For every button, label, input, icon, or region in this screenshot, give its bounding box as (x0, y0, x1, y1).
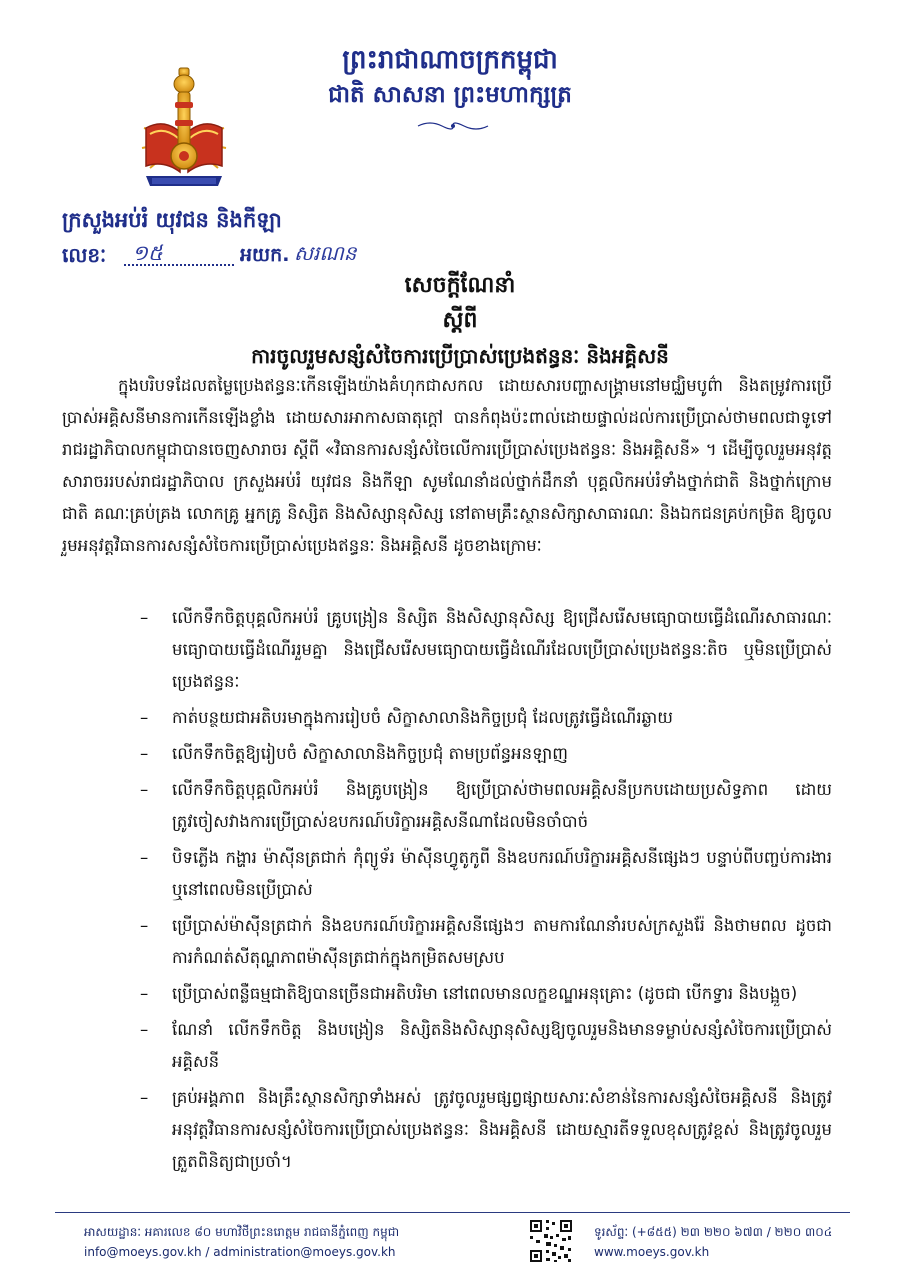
intro-paragraph: ក្នុងបរិបទដែលតម្លៃប្រេងឥន្ធនៈកើនឡើងយ៉ាងគំហុកជាសកល ដោយសារបញ្ហាសង្គ្រាមនៅមជ្ឈិមបូព៌ា និងតម្រូវការប្រើប្រាស់អគ្គិសនីមានការកើនឡើងខ្លាំង ដោយសារអាកាសធាតុក្តៅ បានកំពុងប៉ះពាល់ដោយផ្ទាល់ដល់ការប្រើប្រាស់ថាមពលជាទូទៅ រាជរដ្ឋាភិបាលកម្ពុជាបានចេញសារាចរ ស្តីពី «វិធានការសន្សំសំចៃលើការប្រើប្រាស់ប្រេងឥន្ធនៈ និងអគ្គិសនី» ។ ដើម្បីចូលរួមអនុវត្តសារាចររបស់រាជរដ្ឋាភិបាល ក្រសួងអប់រំ យុវជន និងកីឡា សូមណែនាំដល់ថ្នាក់ដឹកនាំ បុគ្គលិកអប់រំទាំងថ្នាក់ជាតិ និងថ្នាក់ក្រោមជាតិ គណៈគ្រប់គ្រង លោកគ្រូ អ្នកគ្រូ និស្សិត និងសិស្សានុសិស្ស នៅតាមគ្រឹះស្ថានសិក្សាសាធារណៈ និងឯកជនគ្រប់កម្រិត ឱ្យចូលរួមអនុវត្តវិធានការសន្សំសំចៃការប្រើប្រាស់ប្រេងឥន្ធនៈ និងអគ្គិសនី ដូចខាងក្រោមៈ (62, 376, 832, 555)
ministry-name: ក្រសួងអប់រំ យុវជន និងកីឡា (62, 208, 282, 232)
bullet-dash: – (140, 1088, 149, 1107)
bullet-dash: – (140, 780, 149, 799)
list-item-text: ប្រើប្រាស់ពន្លឺធម្មជាតិឱ្យបានច្រើនជាអតិបរិមា នៅពេលមានលក្ខខណ្ឌអនុគ្រោះ (ដូចជា បើកទ្វារ និងបង្អួច) (172, 984, 798, 1003)
reference-value: ១៥ (132, 241, 163, 265)
instruction-list (140, 602, 832, 1182)
footer-address: អាសយដ្ឋានៈ អគារលេខ ៨០ មហាវិថីព្រះនរោត្តម រាជធានីភ្នំពេញ កម្ពុជា (84, 1225, 400, 1239)
list-item (140, 602, 832, 698)
bullet-dash: – (140, 984, 149, 1003)
ornament-divider-icon (416, 120, 490, 132)
footer-phone: ទូរស័ព្ទៈ (+៨៥៥) ២៣ ២២០ ៦៧៣ / ២២០ ៣០៤ (594, 1225, 833, 1239)
kingdom-header (300, 42, 600, 112)
reference-suffix: អយក. (240, 244, 290, 266)
list-item-text: ណែនាំ លើកទឹកចិត្ត និងបង្រៀន និស្សិតនិងសិស្សានុសិស្សឱ្យចូលរួមនិងមានទម្លាប់សន្សំសំចៃការប្រើប្រាស់អគ្គិសនី (172, 1020, 832, 1071)
list-item (140, 702, 832, 734)
bullet-dash: – (140, 916, 149, 935)
list-item (140, 1082, 832, 1178)
list-item (140, 978, 832, 1010)
title-line-1: សេចក្តីណែនាំ (404, 273, 516, 298)
bullet-dash: – (140, 1020, 149, 1039)
list-item-text: លើកទឹកចិត្តបុគ្គលិកអប់រំ និងគ្រូបង្រៀន ឱ្យប្រើប្រាស់ថាមពលអគ្គិសនីប្រកបដោយប្រសិទ្ធភាព ដោយត្រូវចៀសវាងការប្រើប្រាស់ឧបករណ៍បរិក្ខារអគ្គិសនីណាដែលមិនចាំបាច់ (172, 780, 832, 831)
footer-website-link[interactable]: www.moeys.gov.kh (594, 1245, 710, 1259)
title-line-3: ការចូលរួមសន្សំសំចៃការប្រើប្រាស់ប្រេងឥន្ធនៈ និងអគ្គិសនី (251, 344, 669, 368)
reference-dotted-line (124, 264, 234, 266)
kingdom-motto: ជាតិ សាសនា ព្រះមហាក្សត្រ (328, 82, 572, 108)
list-item-text: គ្រប់អង្គភាព និងគ្រឹះស្ថានសិក្សាទាំងអស់ ត្រូវចូលរួមផ្សព្វផ្សាយសារៈសំខាន់នៃការសន្សំសំចៃអគ្គិសនី និងត្រូវអនុវត្តវិធានការសន្សំសំចៃការប្រើប្រាស់ប្រេងឥន្ធនៈ និងអគ្គិសនី ដោយស្មារតីទទួលខុសត្រូវខ្ពស់ និងត្រូវចូលរួមត្រួតពិនិត្យជាប្រចាំ។ (172, 1088, 832, 1171)
bullet-dash: – (140, 848, 149, 867)
bullet-dash: – (140, 608, 149, 627)
list-item (140, 774, 832, 838)
list-item-text: លើកទឹកចិត្តឱ្យរៀបចំ សិក្ខាសាលានិងកិច្ចប្រជុំ តាមប្រព័ន្ធអនឡាញ (172, 744, 568, 763)
list-item (140, 1014, 832, 1078)
footer-divider (55, 1212, 850, 1213)
list-item (140, 842, 832, 906)
document-title (100, 268, 820, 374)
bullet-dash: – (140, 708, 149, 727)
bullet-dash: – (140, 744, 149, 763)
list-item (140, 738, 832, 770)
footer-contact-right (594, 1222, 832, 1262)
footer-email-link[interactable]: info@moeys.gov.kh / administration@moeys.gov.kh (84, 1245, 396, 1259)
list-item (140, 910, 832, 974)
ministry-emblem-icon (138, 58, 230, 194)
qr-code-icon (528, 1218, 574, 1264)
list-item-text: លើកទឹកចិត្តបុគ្គលិកអប់រំ គ្រូបង្រៀន និស្សិត និងសិស្សានុសិស្ស ឱ្យជ្រើសរើសមធ្យោបាយធ្វើដំណើរសាធារណៈ មធ្យោបាយធ្វើដំណើររួមគ្នា និងជ្រើសរើសមធ្យោបាយធ្វើដំណើរដែលប្រើប្រាស់ប្រេងឥន្ធនៈតិច ឬមិនប្រើប្រាស់ប្រេងឥន្ធនៈ (172, 608, 832, 691)
title-line-2: ស្តីពី (442, 308, 478, 333)
list-item-text: បិទភ្លើង កង្ហារ ម៉ាស៊ីនត្រជាក់ កុំព្យូទ័រ ម៉ាស៊ីនហ្វូតូកូពី និងឧបករណ៍បរិក្ខារអគ្គិសនីផ្សេងៗ បន្ទាប់ពីបញ្ចប់ការងារ ឬនៅពេលមិនប្រើប្រាស់ (172, 848, 832, 899)
footer-contact-left (84, 1222, 399, 1262)
reference-label: លេខៈ (62, 243, 107, 267)
reference-year: សរណន (294, 241, 357, 265)
list-item-text: កាត់បន្ថយជាអតិបរមាក្នុងការរៀបចំ សិក្ខាសាលានិងកិច្ចប្រជុំ ដែលត្រូវធ្វើដំណើរឆ្ងាយ (172, 708, 673, 727)
list-item-text: ប្រើប្រាស់ម៉ាស៊ីនត្រជាក់ និងឧបករណ៍បរិក្ខារអគ្គិសនីផ្សេងៗ តាមការណែនាំរបស់ក្រសួងរ៉ែ និងថាមពល ដូចជាការកំណត់សីតុណ្ហភាពម៉ាស៊ីនត្រជាក់ក្នុងកម្រិតសមស្រប (172, 916, 832, 967)
kingdom-title: ព្រះរាជាណាចក្រកម្ពុជា (342, 45, 558, 75)
